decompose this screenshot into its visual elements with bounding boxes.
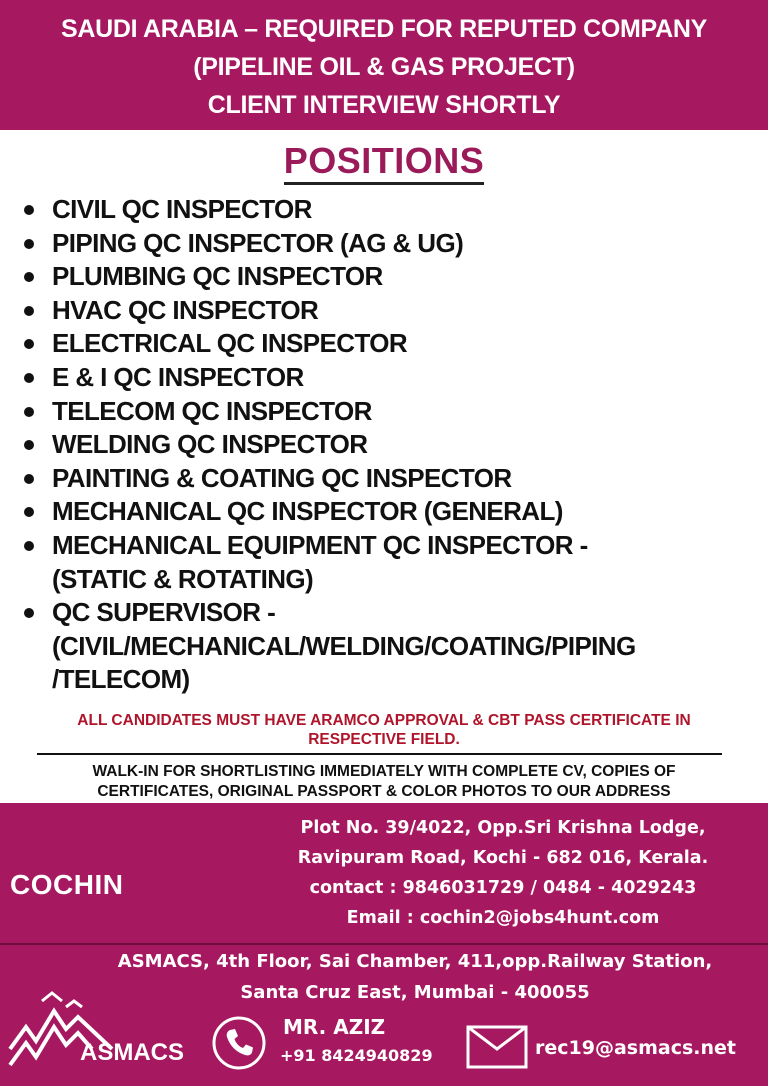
position-item	[22, 327, 762, 361]
bullet-dot-icon	[24, 239, 34, 249]
bullet-dot-icon	[24, 507, 34, 517]
phone-icon	[211, 1015, 267, 1071]
position-item	[22, 428, 762, 462]
cochin-address-line-2: Ravipuram Road, Kochi - 682 016, Kerala.	[297, 848, 709, 868]
walkin-line-1: WALK-IN FOR SHORTLISTING IMMEDIATELY WITH COMPLETE CV, COPIES OF	[92, 763, 676, 780]
bullet-dot-icon	[24, 474, 34, 484]
position-label: (STATIC & ROTATING)	[52, 563, 314, 594]
positions-heading: POSITIONS	[284, 140, 485, 185]
header-line-1: SAUDI ARABIA – REQUIRED FOR REPUTED COMPANY	[61, 15, 707, 43]
bullet-dot-icon	[24, 541, 34, 551]
mumbai-address-line-1: ASMACS, 4th Floor, Sai Chamber, 411,opp.Railway Station,	[117, 951, 713, 972]
cochin-email: Email : cochin2@jobs4hunt.com	[346, 908, 660, 928]
position-label: TELECOM QC INSPECTOR	[52, 395, 372, 426]
contact-phone: +91 8424940829	[280, 1046, 433, 1065]
position-label: PLUMBING QC INSPECTOR	[52, 261, 383, 292]
position-label: PAINTING & COATING QC INSPECTOR	[52, 462, 512, 493]
bullet-dot-icon	[24, 339, 34, 349]
cochin-contact: contact : 9846031729 / 0484 - 4029243	[309, 878, 697, 898]
position-label: CIVIL QC INSPECTOR	[52, 194, 312, 224]
position-label: (CIVIL/MECHANICAL/WELDING/COATING/PIPING	[52, 630, 636, 661]
position-item	[22, 227, 762, 261]
footer-divider	[0, 943, 768, 945]
position-label: /TELECOM)	[52, 664, 190, 695]
position-item	[22, 529, 762, 596]
requirement-line-2: RESPECTIVE FIELD.	[308, 731, 460, 748]
section-divider	[37, 753, 722, 755]
walkin-line-2: CERTIFICATES, ORIGINAL PASSPORT & COLOR PHOTOS TO OUR ADDRESS	[97, 783, 671, 800]
position-item	[22, 495, 762, 529]
contact-email[interactable]: rec19@asmacs.net	[535, 1037, 736, 1059]
position-label: E & I QC INSPECTOR	[52, 361, 304, 392]
position-label: QC SUPERVISOR -	[52, 597, 276, 628]
position-item	[22, 361, 762, 395]
contact-name: MR. AZIZ	[283, 1015, 386, 1039]
position-label: HVAC QC INSPECTOR	[52, 294, 319, 325]
bullet-dot-icon	[24, 440, 34, 450]
positions-list	[22, 193, 762, 697]
position-item	[22, 193, 762, 227]
asmacs-logo	[8, 991, 198, 1076]
footer-contact-panel	[0, 803, 768, 1086]
bullet-dot-icon	[24, 373, 34, 383]
header-banner	[0, 0, 768, 130]
position-label: PIPING QC INSPECTOR (AG & UG)	[52, 227, 464, 258]
position-label: MECHANICAL EQUIPMENT QC INSPECTOR -	[52, 529, 588, 560]
position-label: WELDING QC INSPECTOR	[52, 429, 368, 460]
bullet-dot-icon	[24, 205, 34, 215]
header-line-2: (PIPELINE OIL & GAS PROJECT)	[193, 53, 575, 81]
position-label: MECHANICAL QC INSPECTOR (GENERAL)	[52, 496, 563, 527]
requirement-note	[0, 711, 768, 749]
bullet-dot-icon	[24, 407, 34, 417]
bullet-dot-icon	[24, 608, 34, 618]
header-line-3: CLIENT INTERVIEW SHORTLY	[207, 91, 561, 119]
bullet-dot-icon	[24, 306, 34, 316]
bullet-dot-icon	[24, 272, 34, 282]
position-item	[22, 395, 762, 429]
mumbai-address-line-2: Santa Cruz East, Mumbai - 400055	[240, 982, 590, 1003]
position-label: ELECTRICAL QC INSPECTOR	[52, 328, 408, 359]
cochin-address-line-1: Plot No. 39/4022, Opp.Sri Krishna Lodge,	[300, 818, 706, 838]
position-item	[22, 260, 762, 294]
cochin-address-block	[248, 813, 758, 933]
mail-icon	[466, 1025, 528, 1069]
position-item	[22, 596, 762, 697]
walkin-note	[0, 762, 768, 802]
position-item	[22, 294, 762, 328]
requirement-line-1: ALL CANDIDATES MUST HAVE ARAMCO APPROVAL & CBT PASS CERTIFICATE IN	[77, 712, 691, 729]
position-item	[22, 462, 762, 496]
cochin-city-label: COCHIN	[10, 869, 124, 900]
positions-heading-wrap	[0, 140, 768, 182]
logo-text: ASMACS	[80, 1039, 185, 1066]
